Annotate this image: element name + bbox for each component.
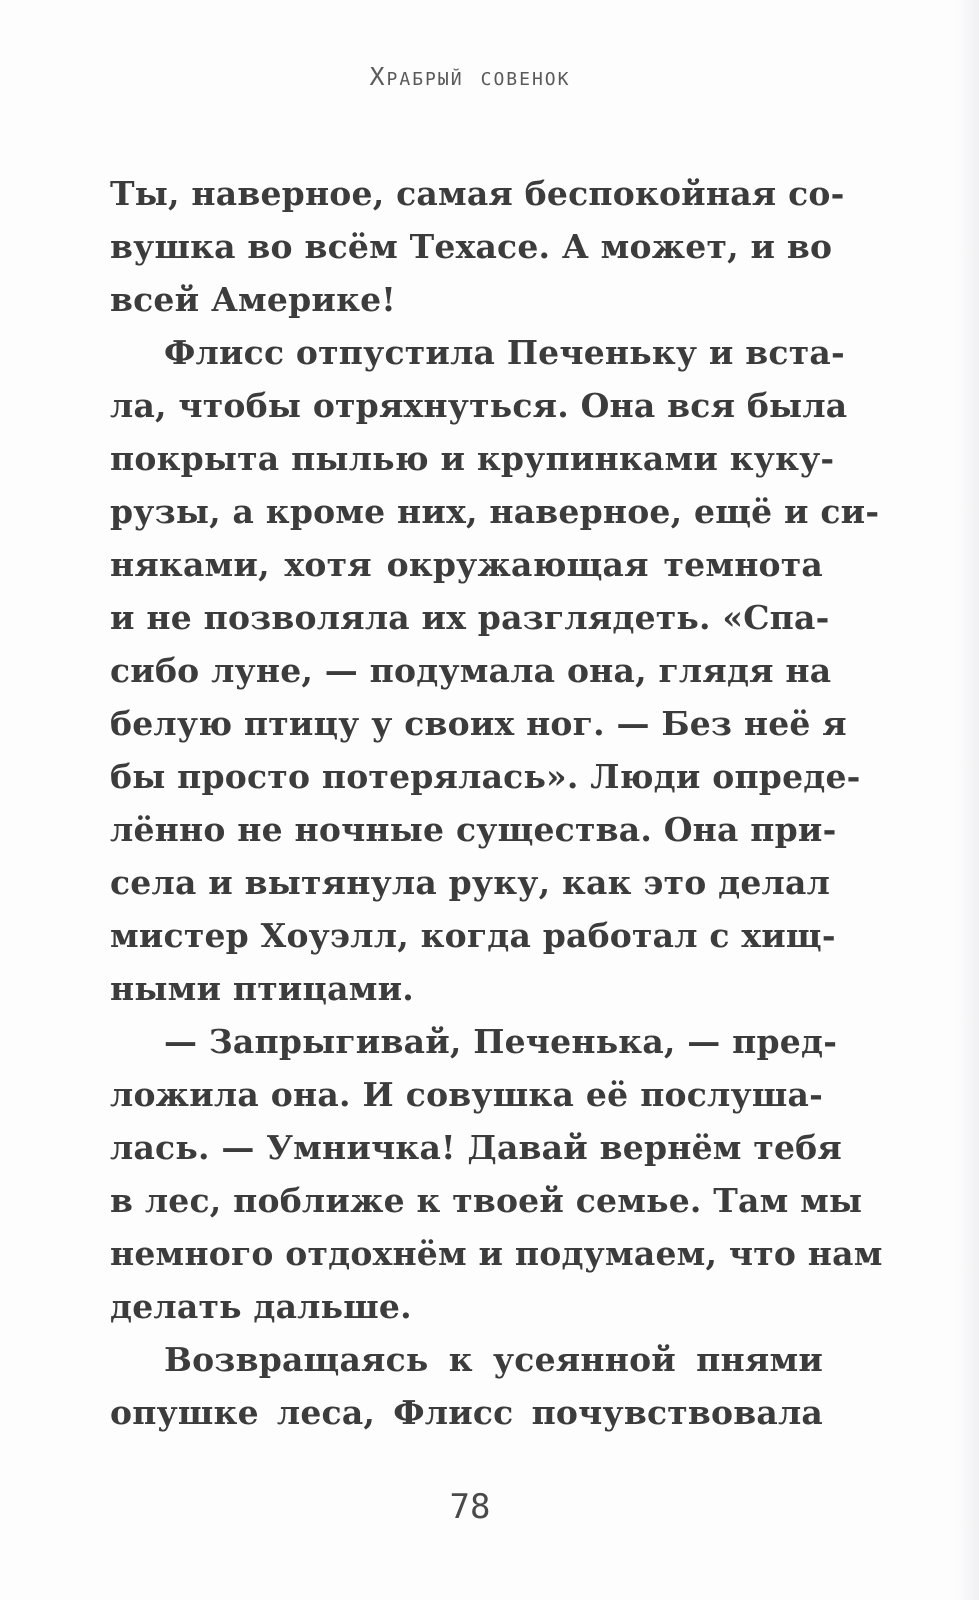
text-line: в лес, поближе к твоей семье. Там мы xyxy=(110,1181,863,1220)
text-line: всей Америке! xyxy=(110,280,396,319)
text-line: белую птицу у своих ног. — Без неё я xyxy=(110,704,847,743)
text-line: Ты, наверное, самая беспокойная со- xyxy=(110,174,845,213)
text-line: лась. — Умничка! Давай вернём тебя xyxy=(110,1128,842,1167)
running-head: Храбрый совенок xyxy=(369,62,571,91)
body-text xyxy=(110,167,883,1439)
text-line: ла, чтобы отряхнуться. Она вся была xyxy=(110,386,848,425)
text-line: села и вытянула руку, как это делал xyxy=(110,863,831,902)
text-line: опушке леса, Флисс почувствовала xyxy=(110,1393,823,1432)
text-line: сибо луне, — подумала она, глядя на xyxy=(110,651,832,690)
text-line: Возвращаясь к усеянной пнями xyxy=(164,1340,823,1379)
text-line: — Запрыгивай, Печенька, — пред- xyxy=(164,1022,838,1061)
text-line: покрыта пылью и крупинками куку- xyxy=(110,439,835,478)
text-line: рузы, а кроме них, наверное, ещё и си- xyxy=(110,492,880,531)
text-line: мистер Хоуэлл, когда работал с хищ- xyxy=(110,916,836,955)
page-number: 78 xyxy=(449,1487,491,1527)
page-edge-shadow xyxy=(957,0,979,1600)
text-line: няками, хотя окружающая темнота xyxy=(110,545,823,584)
text-line: бы просто потерялась». Люди опреде- xyxy=(110,757,861,796)
text-line: ложила она. И совушка её послуша- xyxy=(110,1075,823,1114)
text-line: вушка во всём Техасе. А может, и во xyxy=(110,227,833,266)
text-line: лённо не ночные существа. Она при- xyxy=(110,810,837,849)
text-line: Флисс отпустила Печеньку и вста- xyxy=(164,333,845,372)
text-line: делать дальше. xyxy=(110,1287,412,1326)
text-line: ными птицами. xyxy=(110,969,414,1008)
text-line: немного отдохнём и подумаем, что нам xyxy=(110,1234,883,1273)
text-line: и не позволяла их разглядеть. «Спа- xyxy=(110,598,830,637)
